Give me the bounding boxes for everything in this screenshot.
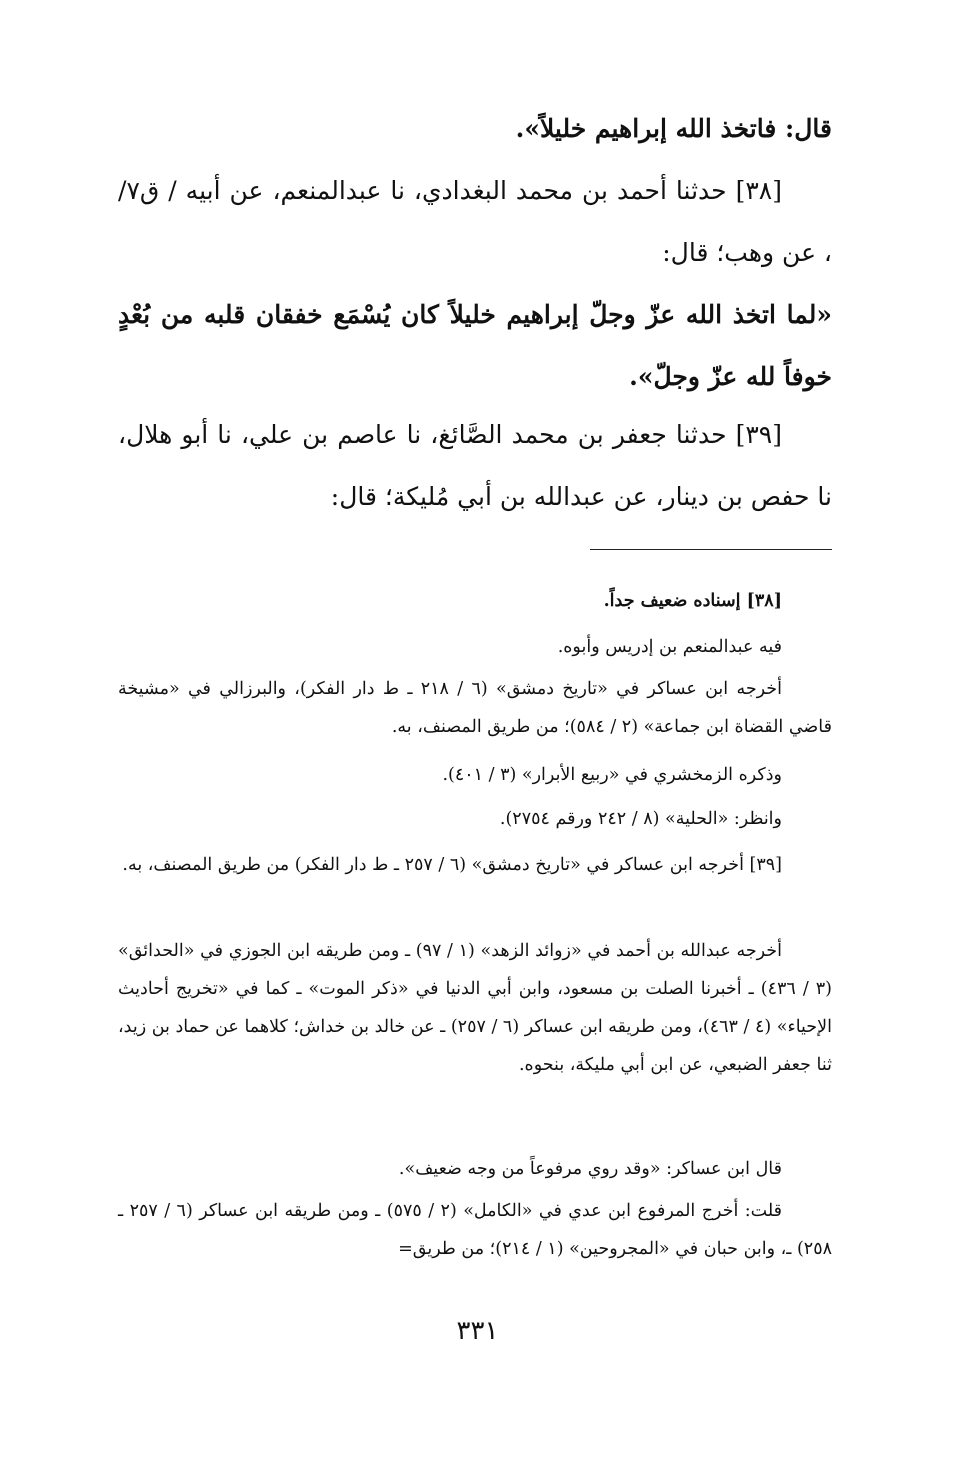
footnote-38-line-4: وذكره الزمخشري في «ربيع الأبرار» (٣ / ٤٠١).: [442, 765, 782, 785]
footnote-39-heading: [٣٩] أخرجه ابن عساكر في «تاريخ دمشق» (٦ / ٢٥٧ ـ ط دار الفكر) من طريق المصنف، به.: [122, 855, 782, 875]
main-paragraph-39: [٣٩] حدثنا جعفر بن محمد الصَّائغ، نا عاصم بن علي، نا أبو هلال، نا حفص بن دينار، عن عبدالله بن أبي مُليكة؛ قال:: [118, 420, 832, 511]
main-paragraph-1: قال: فاتخذ الله إبراهيم خليلاً».: [515, 114, 832, 143]
footnote-38-line-2: فيه عبدالمنعم بن إدريس وأبوه.: [557, 637, 782, 657]
footnote-39-line-3: قال ابن عساكر: «وقد روي مرفوعاً من وجه ضعيف».: [398, 1159, 782, 1179]
main-paragraph-38: [٣٨] حدثنا أحمد بن محمد البغدادي، نا عبدالمنعم، عن أبيه / ق٧/ ، عن وهب؛ قال:: [118, 176, 832, 267]
footnote-38-line-3: أخرجه ابن عساكر في «تاريخ دمشق» (٦ / ٢١٨ ـ ط دار الفكر)، والبرزالي في «مشيخة قاضي القضاة ابن جماعة» (٢ / ٥٨٤)؛ من طريق المصنف، به.: [118, 679, 832, 737]
footnote-38-line-5: وانظر: «الحلية» (٨ / ٢٤٢ ورقم ٢٧٥٤).: [499, 809, 782, 829]
main-paragraph-quote: «لما اتخذ الله عزّ وجلّ إبراهيم خليلاً كان يُسْمَع خفقان قلبه من بُعْدٍ خوفاً لله عزّ وجلّ».: [118, 300, 832, 391]
page-number: ٣٣١: [456, 1316, 499, 1346]
footnote-38-heading: [٣٨] إسناده ضعيف جداً.: [603, 591, 782, 611]
footnote-39-line-4: قلت: أخرج المرفوع ابن عدي في «الكامل» (٢ / ٥٧٥) ـ ومن طريقه ابن عساكر (٦ / ٢٥٧ ـ ٢٥٨) ـ، وابن حبان في «المجروحين» (١ / ٢١٤)؛ من طريق=: [118, 1201, 832, 1259]
footnote-39-line-2: أخرجه عبدالله بن أحمد في «زوائد الزهد» (١ / ٩٧) ـ ومن طريقه ابن الجوزي في «الحدائق» (٣ / ٤٣٦) ـ أخبرنا الصلت بن مسعود، وابن أبي الدنيا في «ذكر الموت» ـ كما في «تخريج أحاديث الإحياء» (٤ / ٤٦٣)، ومن طريقه ابن عساكر (٦ / ٢٥٧) ـ عن خالد بن خداش؛ كلاهما عن حماد بن زيد، ثنا جعفر الضبعي، عن ابن أبي مليكة، بنحوه.: [118, 941, 832, 1075]
footnote-separator: [590, 549, 832, 550]
